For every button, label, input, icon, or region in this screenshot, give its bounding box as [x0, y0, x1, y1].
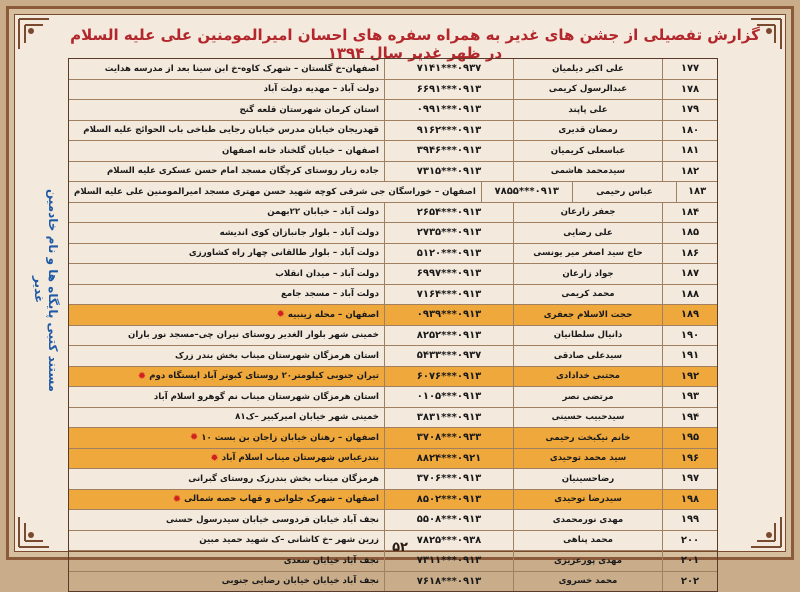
- row-phone: [384, 408, 513, 428]
- table-row: [69, 59, 717, 80]
- table-row: [69, 326, 717, 347]
- row-address-text: نجف آباد خیابان سعدی: [283, 555, 379, 566]
- table-row: [69, 387, 717, 408]
- row-address: [69, 59, 384, 79]
- row-address: [69, 572, 384, 592]
- table-row: [69, 121, 717, 142]
- row-phone-text: ۰۹۱۳***۶۶۹۱: [416, 83, 482, 95]
- row-name: [513, 367, 662, 387]
- row-name: [513, 428, 662, 448]
- row-phone: [384, 490, 513, 510]
- row-address-text: اصفهان – رهنان خیابان زاجان بن بست ۱۰: [201, 432, 379, 443]
- row-number-text: ۱۸۶: [680, 247, 700, 259]
- row-number: [662, 285, 717, 305]
- row-phone-text: ۰۹۱۳***۷۸۵۵: [494, 186, 560, 198]
- row-address-text: اصفهان – خوراسگان جی شرقی کوچه شهید حسن مهتری مسجد امیرالمومنین علی علیه السلام: [74, 186, 476, 197]
- row-number-text: ۱۸۳: [687, 186, 707, 198]
- table-row: [69, 572, 717, 592]
- row-phone: [384, 223, 513, 243]
- row-address-text: اصفهان – شهرک جلوانی و قهاب حصه شمالی: [184, 494, 379, 505]
- row-number: [662, 264, 717, 284]
- row-address: [69, 326, 384, 346]
- row-name-text: محمد کریمی: [561, 289, 615, 300]
- row-name-text: جواد زارعان: [562, 268, 614, 279]
- row-number-text: ۱۸۵: [680, 227, 700, 239]
- row-name: [513, 449, 662, 469]
- row-phone-text: ۰۹۱۳***۷۱۶۴: [416, 288, 482, 300]
- row-name: [513, 244, 662, 264]
- row-name-text: جعفر زارعان: [560, 207, 616, 218]
- row-phone: [384, 264, 513, 284]
- ornament-corner-icon: [17, 17, 51, 51]
- row-phone-text: ۰۹۱۳***۵۱۲۰: [416, 247, 482, 259]
- side-label: مستند کتبی پایگاه ها و نام خادمین غدیر: [32, 188, 60, 392]
- table-row: [69, 141, 717, 162]
- row-name-text: رضاحسینیان: [561, 473, 615, 484]
- row-address-text: استان هرمزگان شهرستان میناب نم گوهرو اسلام آباد: [153, 391, 379, 402]
- row-phone: [384, 428, 513, 448]
- row-name-text: خانم نیکبخت رحیمی: [545, 432, 631, 443]
- row-phone-text: ۰۹۳۷***۵۴۳۳: [416, 350, 482, 362]
- table-row: [69, 100, 717, 121]
- row-address-text: دولت آباد – مسجد جامع: [281, 289, 379, 300]
- row-name-text: محمد خسروی: [558, 576, 618, 587]
- row-address: [69, 264, 384, 284]
- row-address-text: اصفهان – خیابان گلخناد خانه اصفهان: [221, 145, 379, 156]
- row-phone-text: ۰۹۱۳***۷۶۱۸: [416, 575, 482, 587]
- row-phone: [384, 121, 513, 141]
- row-number-text: ۱۹۷: [680, 473, 700, 485]
- star-icon: ✹: [210, 452, 219, 464]
- row-address-text: جاده زیار روستای کرچگان مسجد امام حسن عسکری علیه السلام: [107, 166, 379, 177]
- row-address-text: خمینی شهر خیابان امیرکبیر –ک۸۱: [235, 412, 379, 423]
- row-phone: [384, 387, 513, 407]
- table-row: [69, 305, 717, 326]
- table-row: [69, 428, 717, 449]
- row-number-text: ۱۸۸: [680, 288, 700, 300]
- row-name-text: حجت الاسلام جعفری: [543, 309, 633, 320]
- row-address: [69, 387, 384, 407]
- row-address: [69, 80, 384, 100]
- row-phone-text: ۰۹۱۳***۶۹۹۷: [416, 268, 482, 280]
- row-number-text: ۲۰۲: [680, 575, 700, 587]
- row-name: [513, 469, 662, 489]
- row-number-text: ۱۹۳: [680, 391, 700, 403]
- row-phone: [384, 449, 513, 469]
- row-name-text: حاج سید اصغر میر یونسی: [533, 248, 643, 259]
- row-name: [513, 264, 662, 284]
- row-name-text: مهدی پورعزیزی: [553, 555, 623, 566]
- row-number: [662, 367, 717, 387]
- row-address: [69, 285, 384, 305]
- table-row: [69, 510, 717, 531]
- row-name-text: دانیال سلطانیان: [553, 330, 623, 341]
- row-phone-text: ۰۹۱۳***۲۶۵۴: [416, 206, 482, 218]
- row-name: [513, 551, 662, 571]
- row-number-text: ۱۸۴: [680, 206, 700, 218]
- row-number-text: ۱۸۹: [680, 309, 700, 321]
- table-row: [69, 367, 717, 388]
- row-number-text: ۱۹۵: [680, 432, 700, 444]
- row-name-text: علی رضایی: [563, 227, 613, 238]
- table-row: [69, 490, 717, 511]
- table-row: [69, 244, 717, 265]
- table-row: [69, 408, 717, 429]
- row-phone-text: ۰۹۳۸***۷۸۲۵: [416, 534, 482, 546]
- row-address-text: تیران جنوبی کیلومتر۲۰ روستای کبوتر آباد ایستگاه دوم: [149, 371, 379, 382]
- row-number: [662, 531, 717, 551]
- row-name-text: سید محمد توحیدی: [549, 453, 627, 464]
- row-name-text: سیدحبیب حسینی: [551, 412, 625, 423]
- row-name: [513, 490, 662, 510]
- row-phone: [384, 203, 513, 223]
- row-name: [513, 531, 662, 551]
- row-address: [69, 531, 384, 551]
- row-number-text: ۱۹۱: [680, 350, 700, 362]
- row-address-text: اصفهان – محله زینبیه: [287, 309, 379, 320]
- row-address-text: دولت آباد – بلوار جانبازان کوی اندیشه: [219, 227, 379, 238]
- row-address-text: دولت آباد – بلوار طالقانی چهار راه کشاورزی: [188, 248, 379, 259]
- row-name: [513, 162, 662, 182]
- row-name: [513, 121, 662, 141]
- row-address-text: استان کرمان شهرستان قلعه گنج: [239, 104, 379, 115]
- row-name: [513, 223, 662, 243]
- row-name: [513, 510, 662, 530]
- row-phone: [384, 80, 513, 100]
- row-address: [69, 162, 384, 182]
- row-number: [662, 121, 717, 141]
- row-number: [662, 449, 717, 469]
- row-address-text: زرین شهر –خ کاشانی –ک شهید حمید مبین: [199, 535, 379, 546]
- row-phone: [384, 326, 513, 346]
- row-address: [69, 449, 384, 469]
- table-row: [69, 285, 717, 306]
- row-address: [69, 182, 481, 202]
- row-address: [69, 203, 384, 223]
- row-address-text: هرمزگان میناب بخش بندرزک روستای گبرانی: [188, 473, 379, 484]
- row-phone: [384, 305, 513, 325]
- row-number: [662, 141, 717, 161]
- row-name-text: سیدرضا توحیدی: [554, 494, 622, 505]
- row-phone: [384, 346, 513, 366]
- row-number: [662, 326, 717, 346]
- row-name-text: مرتضی نصر: [562, 391, 614, 402]
- row-phone: [481, 182, 572, 202]
- row-phone: [384, 367, 513, 387]
- row-phone-text: ۰۹۱۳***۰۹۹۱: [416, 104, 482, 116]
- table-row: [69, 469, 717, 490]
- row-number: [662, 223, 717, 243]
- row-number: [662, 162, 717, 182]
- star-icon: ✹: [189, 432, 199, 444]
- row-number: [662, 572, 717, 592]
- row-address-text: استان هرمزگان شهرستان میناب بخش بندر زرک: [174, 350, 379, 361]
- row-address: [69, 551, 384, 571]
- row-address: [69, 305, 384, 325]
- row-address: [69, 121, 384, 141]
- row-phone-text: ۰۹۱۳***۳۸۳۱: [416, 411, 482, 423]
- row-address: [69, 100, 384, 120]
- row-number-text: ۱۸۲: [680, 165, 700, 177]
- row-address: [69, 346, 384, 366]
- row-phone-text: ۰۹۱۳***۲۷۳۵: [416, 227, 482, 239]
- row-number-text: ۲۰۰: [680, 534, 700, 546]
- row-number: [662, 408, 717, 428]
- row-phone-text: ۰۹۱۳***۷۳۱۵: [416, 165, 482, 177]
- row-number-text: ۱۹۴: [680, 411, 700, 423]
- row-address-text: دولت آباد – خیابان ۲۲بهمن: [267, 207, 379, 218]
- row-phone-text: ۰۹۱۳***۳۹۴۶: [416, 145, 482, 157]
- row-phone: [384, 285, 513, 305]
- row-name-text: عباس رحیمی: [596, 186, 653, 197]
- row-phone-text: ۰۹۱۳***۹۱۶۲: [416, 124, 482, 136]
- row-name-text: علی اکبر دیلمیان: [552, 63, 624, 74]
- row-address: [69, 223, 384, 243]
- row-phone: [384, 244, 513, 264]
- row-number-text: ۱۹۶: [680, 452, 700, 464]
- row-name: [513, 100, 662, 120]
- row-address: [69, 244, 384, 264]
- row-number-text: ۱۹۹: [680, 514, 700, 526]
- row-number-text: ۱۸۰: [680, 124, 700, 136]
- row-name-text: محمد پناهی: [563, 535, 613, 546]
- row-number: [662, 59, 717, 79]
- table-row: [69, 223, 717, 244]
- row-number-text: ۱۸۱: [680, 145, 700, 157]
- row-number-text: ۱۷۷: [680, 63, 700, 75]
- table-row: [69, 346, 717, 367]
- row-address-text: نجف آباد خیابان فردوسی خیابان سیدرسول حسنی: [165, 514, 379, 525]
- row-name: [513, 59, 662, 79]
- row-address-text: خمینی شهر بلوار الغدیر روستای نیران چی–مسجد نور باران: [127, 330, 379, 341]
- row-name: [513, 572, 662, 592]
- report-table: [68, 58, 718, 592]
- row-address: [69, 367, 384, 387]
- table-row: [69, 80, 717, 101]
- row-number-text: ۱۷۹: [680, 104, 700, 116]
- row-number-text: ۱۹۲: [680, 370, 700, 382]
- row-name: [572, 182, 676, 202]
- page-title: گزارش تفصیلی از جشن های غدیر به همراه سفره های احسان امیرالمومنین علی علیه السلام در ظهر غدیر سال ۱۳۹۴: [70, 26, 760, 62]
- row-name-text: سیدمحمد هاشمی: [550, 166, 626, 177]
- row-name-text: رمضان قدیری: [558, 125, 618, 136]
- row-phone: [384, 59, 513, 79]
- row-name: [513, 346, 662, 366]
- row-name: [513, 305, 662, 325]
- row-name-text: عباسعلی کریمیان: [550, 145, 626, 156]
- row-name-text: مجتبی خدادادی: [556, 371, 620, 382]
- row-address: [69, 510, 384, 530]
- row-name: [513, 285, 662, 305]
- row-number: [662, 428, 717, 448]
- row-address: [69, 490, 384, 510]
- row-number: [662, 80, 717, 100]
- row-name: [513, 141, 662, 161]
- row-address-text: قهدریجان خیابان مدرس خیابان رجایی طباخی باب الحوائج علیه السلام: [83, 125, 379, 136]
- row-phone-text: ۰۹۱۳***۳۷۰۶: [416, 473, 482, 485]
- row-number: [662, 244, 717, 264]
- row-address-text: نجف آباد خیابان خیابان رضایی جنوبی: [221, 576, 379, 587]
- row-phone-text: ۰۹۱۳***۶۰۷۶: [416, 370, 482, 382]
- ornament-corner-icon: [17, 515, 51, 549]
- row-phone: [384, 100, 513, 120]
- row-number-text: ۱۷۸: [680, 83, 700, 95]
- row-phone: [384, 141, 513, 161]
- row-number-text: ۱۹۰: [680, 329, 700, 341]
- row-address-text: دولت آباد – میدان انقلاب: [275, 268, 379, 279]
- row-phone-text: ۰۹۱۳***۰۱۰۵: [416, 391, 482, 403]
- row-phone-text: ۰۹۱۳***۷۳۱۱: [416, 555, 482, 567]
- row-number: [662, 510, 717, 530]
- row-address: [69, 469, 384, 489]
- row-phone: [384, 162, 513, 182]
- row-number: [662, 387, 717, 407]
- row-number: [662, 490, 717, 510]
- row-name: [513, 387, 662, 407]
- row-number: [676, 182, 717, 202]
- star-icon: ✹: [172, 493, 182, 505]
- row-address-text: اصفهان-خ گلستان – شهرک کاوه-خ ابن سینا بعد از مدرسه هدایت: [104, 63, 379, 74]
- row-phone-text: ۰۹۱۳***۸۲۵۲: [416, 329, 482, 341]
- row-phone: [384, 572, 513, 592]
- table-row: [69, 203, 717, 224]
- row-name-text: مهدی نورمحمدی: [552, 514, 624, 525]
- star-icon: ✹: [137, 370, 147, 382]
- row-name: [513, 326, 662, 346]
- star-icon: ✹: [276, 309, 285, 321]
- table-row: [69, 449, 717, 470]
- row-address: [69, 428, 384, 448]
- row-phone: [384, 469, 513, 489]
- row-number: [662, 551, 717, 571]
- row-phone: [384, 510, 513, 530]
- row-address-text: دولت آباد – مهدیه دولت آباد: [263, 84, 379, 95]
- row-address: [69, 141, 384, 161]
- row-address-text: بندرعباس شهرستان میناب اسلام آباد: [221, 453, 379, 464]
- page-number: ۵۲: [392, 540, 408, 555]
- row-name: [513, 80, 662, 100]
- row-name: [513, 203, 662, 223]
- row-phone-text: ۰۹۳۳***۳۷۰۸: [416, 432, 482, 444]
- row-phone-text: ۰۹۲۱***۸۸۲۴: [416, 452, 482, 464]
- table-row: [69, 182, 717, 203]
- table-row: [69, 162, 717, 183]
- row-name-text: عبدالرسول کریمی: [548, 84, 628, 95]
- row-address: [69, 408, 384, 428]
- row-number: [662, 100, 717, 120]
- row-name-text: سیدعلی صادقی: [553, 350, 623, 361]
- row-number-text: ۱۹۸: [680, 493, 700, 505]
- row-name: [513, 408, 662, 428]
- row-phone-text: ۰۹۱۳***۰۹۳۹: [416, 309, 482, 321]
- row-phone-text: ۰۹۱۳***۸۵۰۲: [416, 493, 482, 505]
- ornament-corner-icon: [749, 515, 783, 549]
- table-row: [69, 264, 717, 285]
- row-number-text: ۱۸۷: [680, 268, 700, 280]
- row-number-text: ۲۰۱: [680, 555, 700, 567]
- row-number: [662, 346, 717, 366]
- row-number: [662, 203, 717, 223]
- row-number: [662, 469, 717, 489]
- row-phone-text: ۰۹۳۷***۷۱۴۱: [416, 63, 482, 75]
- row-number: [662, 305, 717, 325]
- row-name-text: علی پاپند: [568, 104, 608, 115]
- row-phone-text: ۰۹۱۳***۵۵۰۸: [416, 514, 482, 526]
